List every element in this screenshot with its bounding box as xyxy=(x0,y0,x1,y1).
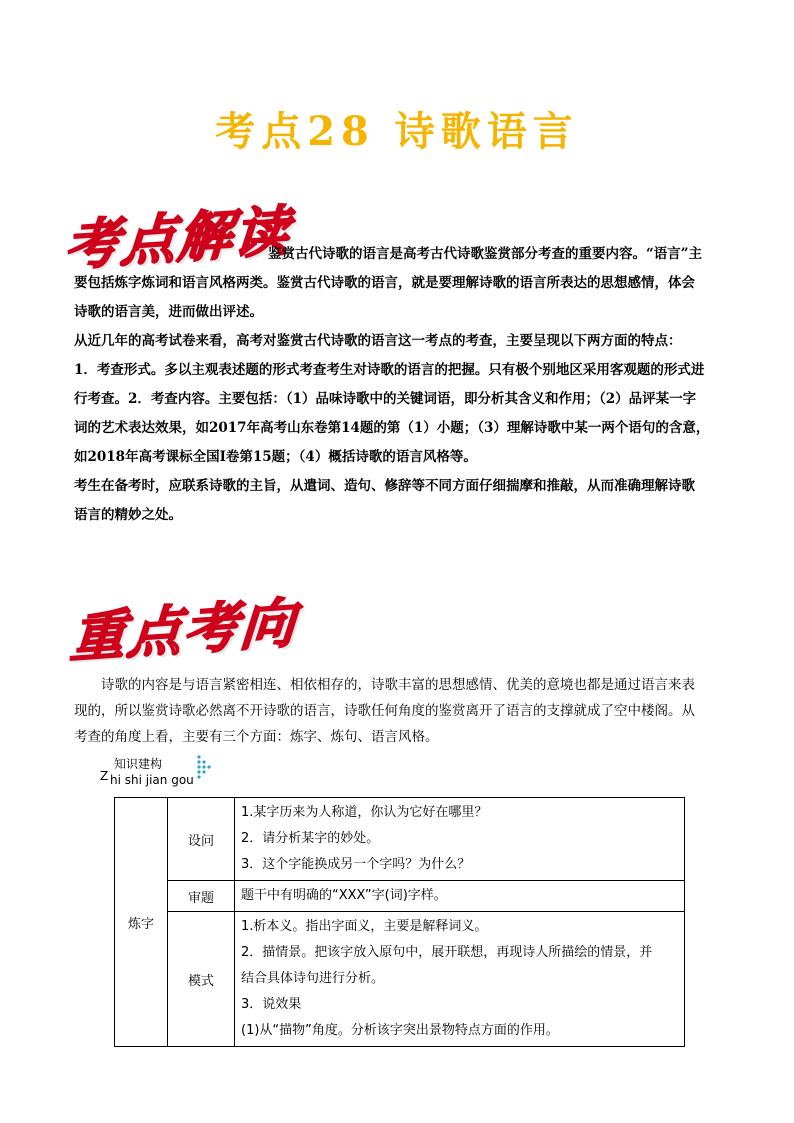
section2-body xyxy=(74,672,734,750)
text-line: 考生在备考时，应联系诗歌的主旨，从遣词、造句、修辞等不同方面仔细揣摩和推敲，从而准确理解诗歌 xyxy=(74,478,695,494)
table-row xyxy=(115,881,685,912)
intro-line-1 xyxy=(268,240,702,269)
content-line: 2．描情景。把该字放入原句中，展开联想，再现诗人所描绘的情景，并 xyxy=(241,945,653,960)
content-line: 1.某字历来为人称道，你认为它好在哪里？ xyxy=(241,805,488,820)
content-line: 3．说效果 xyxy=(241,997,302,1012)
text-line: 现的，所以鉴赏诗歌必然离不开诗歌的语言，诗歌任何角度的鉴赏离开了语言的支撑就成了空中楼阁。从 xyxy=(74,703,695,719)
text-line: 1．考查形式。多以主观表述题的形式考查考生对诗歌的语言的把握。只有极个别地区采用客观题的形式进 xyxy=(74,362,705,378)
content-line: 结合具体诗句进行分析。 xyxy=(241,971,385,986)
knowledge-pinyin: hi shi jian gou xyxy=(110,773,194,787)
text-line: 行考查。2．考查内容。主要包括：（1）品味诗歌中的关键词语，即分析其含义和作用；（2）品评某一字 xyxy=(74,391,697,407)
knowledge-heading xyxy=(100,755,230,795)
chevron-right-icon xyxy=(197,755,213,779)
row-label: 模式 xyxy=(168,912,235,1047)
row-content xyxy=(235,798,685,881)
table-row xyxy=(115,798,685,881)
row-content xyxy=(235,881,685,912)
text-line: 诗歌的语言美，进而做出评述。 xyxy=(74,304,263,320)
table-row xyxy=(115,912,685,1047)
text-line: 鉴赏古代诗歌的语言是高考古代诗歌鉴赏部分考查的重要内容。“语言”主 xyxy=(268,246,703,262)
text-line: 从近几年的高考试卷来看，高考对鉴赏古代诗歌的语言这一考点的考查，主要呈现以下两方面的特点： xyxy=(74,333,682,349)
table-category-cell: 炼字 xyxy=(115,798,168,1047)
banner-zhongdian-kaoxiang: 重点考向 xyxy=(68,591,299,670)
row-label: 审题 xyxy=(168,881,235,912)
text-line: 考查的角度上看，主要有三个方面：炼字、炼句、语言风格。 xyxy=(74,729,439,745)
knowledge-initial: Z xyxy=(100,769,109,783)
page-title: 考点28 诗歌语言 xyxy=(215,108,579,155)
row-content xyxy=(235,912,685,1047)
text-line: 词的艺术表达效果，如2017年高考山东卷第14题的第（1）小题；（3）理解诗歌中某一两个语句的含意， xyxy=(74,420,710,436)
content-line: 2．请分析某字的妙处。 xyxy=(241,831,380,846)
banner-kaodian-jiedu: 考点解读 xyxy=(62,199,293,278)
text-line: 语言的精妙之处。 xyxy=(74,507,182,523)
text-line: 如2018年高考课标全国Ⅰ卷第15题；（4）概括诗歌的语言风格等。 xyxy=(74,449,477,465)
content-line: 1.析本义。指出字面义，主要是解释词义。 xyxy=(241,919,488,934)
row-label: 设问 xyxy=(168,798,235,881)
text-line: 要包括炼字炼词和语言风格两类。鉴赏古代诗歌的语言，就是要理解诗歌的语言所表达的思想感情，体会 xyxy=(74,275,695,291)
knowledge-label: 知识建构 xyxy=(114,757,163,771)
section1-body xyxy=(74,269,709,530)
text-line: 诗歌的内容是与语言紧密相连、相依相存的，诗歌丰富的思想感情、优美的意境也都是通过语言来表 xyxy=(101,677,695,693)
content-line: 题干中有明确的“XXX”字(词)字样。 xyxy=(241,888,447,903)
lianzi-table xyxy=(114,797,685,1047)
content-line: 3．这个字能换成另一个字吗？为什么？ xyxy=(241,857,471,872)
content-line: (1)从“描物”角度。分析该字突出景物特点方面的作用。 xyxy=(241,1023,559,1038)
